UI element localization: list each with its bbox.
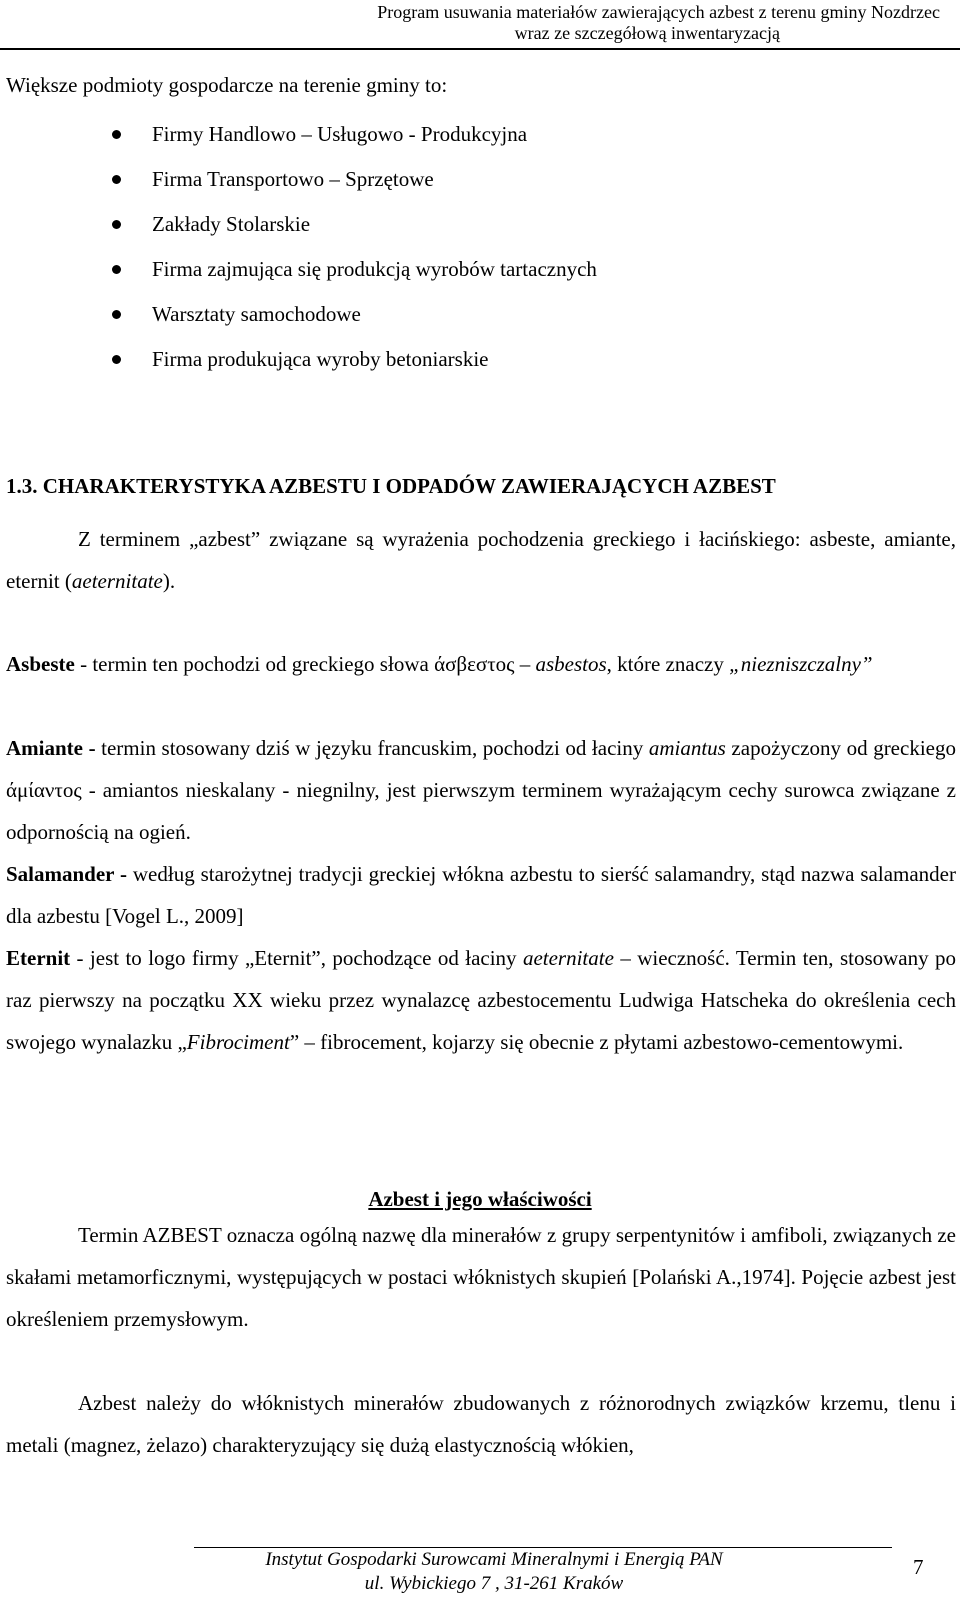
list-item: Warsztaty samochodowe <box>0 292 597 337</box>
company-list <box>0 112 597 382</box>
footer-institute: Instytut Gospodarki Surowcami Mineralnymi i Energią PAN <box>265 1549 723 1570</box>
paragraph-last: Azbest należy do włóknistych minerałów zbudowanych z różnorodnych związków krzemu, tlenu i metali (magnez, żelazo) charakteryzujący się dużą elastycznością włókien, <box>6 1391 956 1457</box>
footer-divider <box>194 1547 892 1548</box>
list-item: Firma Transportowo – Sprzętowe <box>0 157 597 202</box>
bullet-icon <box>112 130 121 139</box>
bullet-icon <box>112 265 121 274</box>
intro-text: Większe podmioty gospodarcze na terenie gminy to: <box>6 73 448 97</box>
paragraph-terms: Z terminem „azbest” związane są wyrażenia pochodzenia greckiego i łacińskiego: asbeste, amiante, eternit (aeternitate). <box>6 527 956 593</box>
subheading: Azbest i jego właściwości <box>368 1187 592 1211</box>
section-heading: 1.3. CHARAKTERYSTYKA AZBESTU I ODPADÓW ZAWIERAJĄCYCH AZBEST <box>6 474 776 498</box>
bullet-icon <box>112 355 121 364</box>
list-item: Firma produkująca wyroby betoniarskie <box>0 337 597 382</box>
paragraph-amiante: Amiante - termin stosowany dziś w języku francuskim, pochodzi od łaciny amiantus zapożyczony od greckiego άμίαντος - amiantos nieskalany - niegnilny, jest pierwszym terminem wyrażającym cechy surowca związane z odpornością na ogień. <box>6 736 956 844</box>
header-title-line1: Program usuwania materiałów zawierających azbest z terenu gminy Nozdrzec <box>377 2 940 22</box>
list-item: Firma zajmująca się produkcją wyrobów tartacznych <box>0 247 597 292</box>
bullet-icon <box>112 220 121 229</box>
paragraph-azbest: Termin AZBEST oznacza ogólną nazwę dla minerałów z grupy serpentynitów i amfiboli, związanych ze skałami metamorficznymi, występujących w postaci włóknistych skupień [Polański A.,1974]. Pojęcie azbest jest określeniem przemysłowym. <box>6 1223 956 1331</box>
bullet-icon <box>112 310 121 319</box>
page-number: 7 <box>913 1555 924 1579</box>
list-item: Firmy Handlowo – Usługowo - Produkcyjna <box>0 112 597 157</box>
list-item: Zakłady Stolarskie <box>0 202 597 247</box>
paragraph-salamander: Salamander - według starożytnej tradycji greckiej włókna azbestu to sierść salamandry, stąd nazwa salamander dla azbestu [Vogel L., 2009] <box>6 862 956 928</box>
paragraph-eternit: Eternit - jest to logo firmy „Eternit”, pochodzące od łaciny aeternitate – wieczność. Termin ten, stosowany po raz pierwszy na początku XX wieku przez wynalazcę azbestocementu Ludwiga Hatscheka do określenia cech swojego wynalazku „Fibrociment” – fibrocement, kojarzy się obecnie z płytami azbestowo-cementowymi. <box>6 946 956 1054</box>
paragraph-asbeste: Asbeste - termin ten pochodzi od greckiego słowa άσβεστος – asbestos, które znaczy „niezniszczalny” <box>6 652 873 676</box>
header-title-line2: wraz ze szczegółową inwentaryzacją <box>514 23 780 43</box>
bullet-icon <box>112 175 121 184</box>
footer-address: ul. Wybickiego 7 , 31-261 Kraków <box>364 1573 624 1594</box>
page-header <box>0 0 960 50</box>
